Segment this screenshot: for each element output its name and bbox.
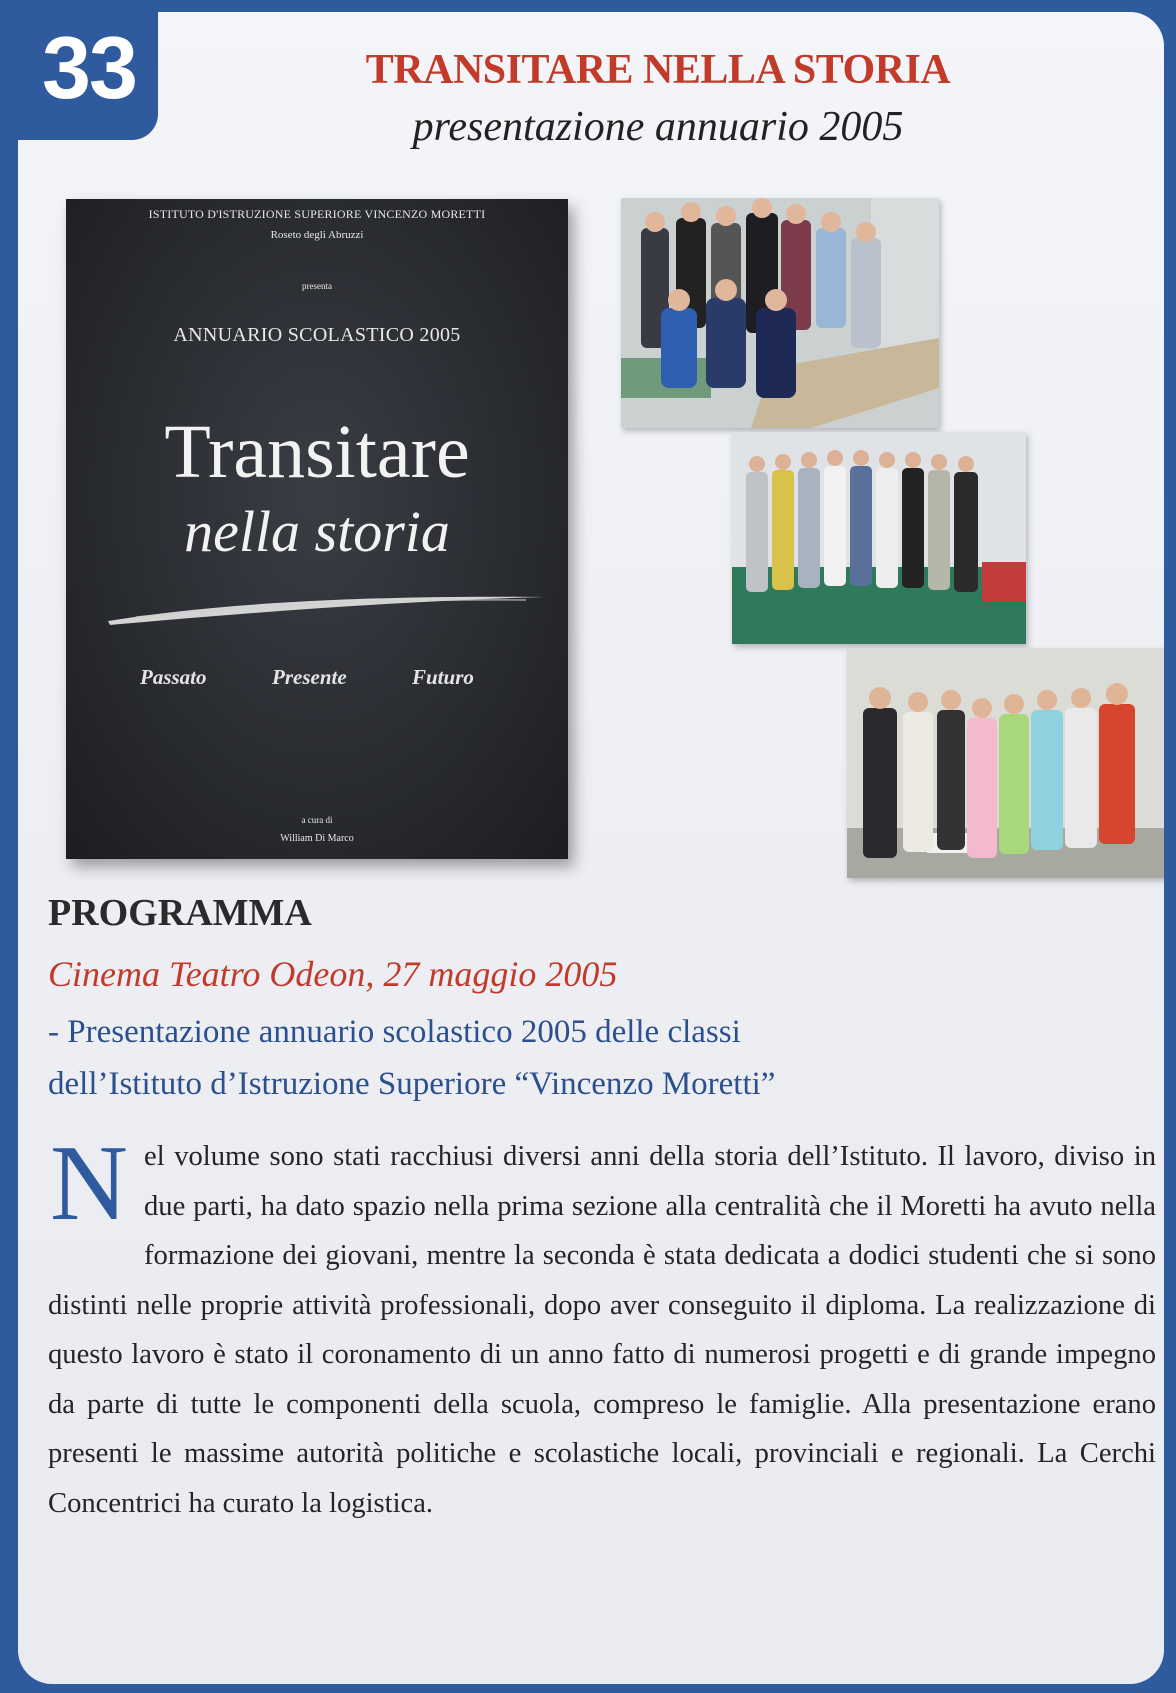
- presentation-line-2: dell’Istituto d’Istruzione Superiore “Vincenzo Moretti”: [48, 1066, 776, 1102]
- event-location-date: Cinema Teatro Odeon, 27 maggio 2005: [48, 954, 618, 994]
- book-cover-image: [66, 199, 568, 859]
- cover-brush-stroke: [106, 587, 546, 627]
- cover-word-past: Passato: [140, 665, 207, 689]
- page-number: 33: [42, 18, 136, 117]
- article-text: el volume sono stati racchiusi diversi anni della storia dell’Istituto. Il lavoro, diviso in due parti, ha dato spazio nella prima sezione alla centralità che il Moretti ha avuto nella formazione dei giovani, mentre la seconda è stata dedicata a dodici studenti che si sono distinti nelle proprie attività professionali, dopo aver conseguito il diploma. La realizzazione di questo lavoro è stato il coronamento di un anno fatto di numerosi progetti e di grande impegno da parte di tutte le componenti della scuola, compreso le famiglie. Alla presentazione erano presenti le massime autorità politiche e scolastiche locali, provinciali e regionali. La Cerchi Concentrici ha curato la logistica.: [48, 1141, 1156, 1519]
- class-photo-1-art: [621, 198, 939, 428]
- presentation-description: [48, 1006, 1148, 1110]
- class-photo-3: [847, 648, 1164, 878]
- page-sheet: [18, 12, 1164, 1684]
- article-title: TRANSITARE NELLA STORIA: [365, 47, 951, 93]
- cover-word-present: Presente: [272, 665, 347, 689]
- cover-author: William Di Marco: [280, 833, 354, 844]
- drop-cap: N: [50, 1124, 128, 1243]
- cover-title-line1: Transitare: [164, 410, 470, 494]
- presentation-line-1: - Presentazione annuario scolastico 2005 delle classi: [48, 1014, 741, 1050]
- cover-words: [66, 665, 568, 695]
- class-photo-3-art: [847, 648, 1164, 878]
- cover-title-line2: nella storia: [184, 499, 450, 564]
- page-number-badge: [18, 12, 158, 140]
- cover-presents: presenta: [302, 281, 332, 291]
- cover-city: Roseto degli Abruzzi: [270, 229, 364, 241]
- class-photo-1: [621, 198, 939, 428]
- cover-annual-title: ANNUARIO SCOLASTICO 2005: [173, 324, 461, 346]
- cover-word-future: Futuro: [412, 665, 474, 689]
- cover-edited-by: a cura di: [301, 815, 333, 825]
- program-heading: PROGRAMMA: [48, 892, 312, 934]
- article-subtitle: presentazione annuario 2005: [412, 104, 904, 150]
- class-photo-2: [732, 432, 1026, 644]
- cover-institute: ISTITUTO D'ISTRUZIONE SUPERIORE VINCENZO MORETTI: [148, 207, 486, 221]
- class-photo-2-art: [732, 432, 1026, 644]
- article-body: [48, 1124, 1156, 1528]
